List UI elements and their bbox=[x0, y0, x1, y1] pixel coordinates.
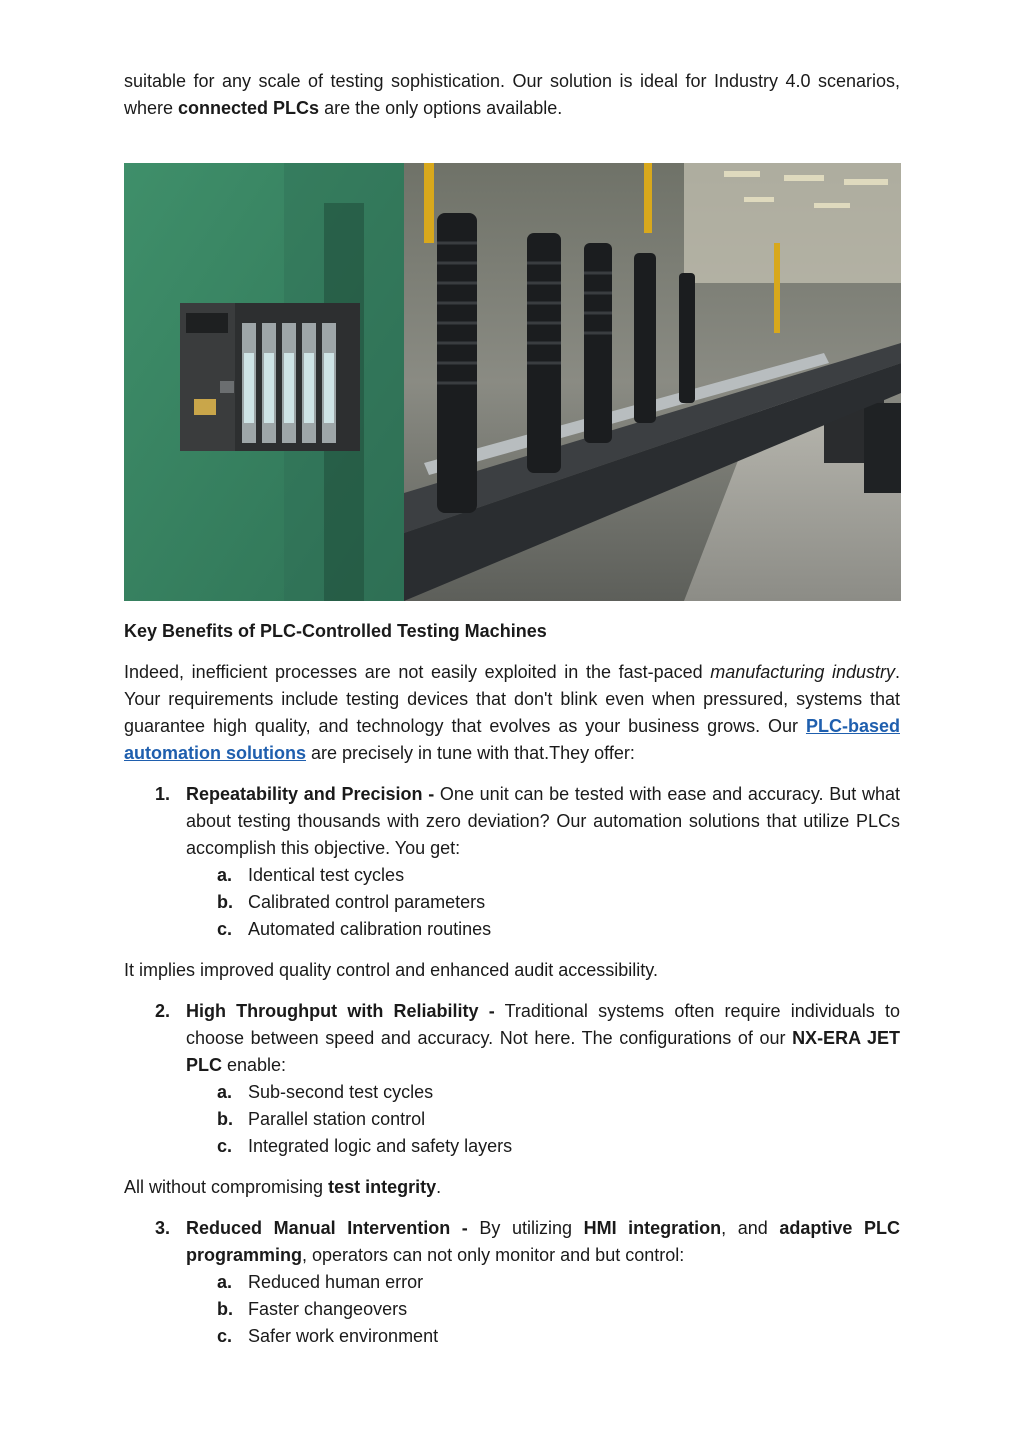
benefits-list-2 bbox=[124, 998, 900, 1160]
benefits-list-3 bbox=[124, 1215, 900, 1350]
item-text: By utilizing bbox=[467, 1218, 584, 1238]
after-text: All without compromising bbox=[124, 1177, 329, 1197]
section-paragraph bbox=[124, 659, 900, 767]
sub-letter: b. bbox=[217, 1109, 233, 1129]
sub-item bbox=[186, 862, 900, 889]
item-bold-2: adaptive PLC programming bbox=[186, 1218, 901, 1265]
sub-letter: a. bbox=[217, 1082, 233, 1102]
sub-text: Safer work environment bbox=[248, 1326, 439, 1346]
item-number: 2. bbox=[155, 1001, 171, 1021]
sub-letter: c. bbox=[217, 1136, 233, 1156]
item-bold: NX-ERA JET PLC bbox=[186, 1028, 900, 1075]
sub-list bbox=[186, 1079, 900, 1160]
sub-item bbox=[186, 1106, 900, 1133]
list-item-3 bbox=[124, 1215, 900, 1350]
sub-letter: a. bbox=[217, 1272, 233, 1292]
sub-text: Reduced human error bbox=[248, 1272, 424, 1292]
sub-letter: b. bbox=[217, 1299, 233, 1319]
list-item-1 bbox=[124, 781, 900, 943]
sub-letter: c. bbox=[217, 919, 233, 939]
sub-text: Calibrated control parameters bbox=[248, 892, 486, 912]
item-text-end: , operators can not only monitor and but control: bbox=[302, 1245, 685, 1265]
item-text-end: enable: bbox=[222, 1055, 287, 1075]
para-text-a: Indeed, inefficient processes are not easily exploited in the fast-paced bbox=[124, 662, 711, 682]
sub-list bbox=[186, 862, 900, 943]
item-text: One unit can be tested with ease and accuracy. But what about testing thousands with zero deviation? Our automation solutions that utilize PLCs accomplish this objective. You get: bbox=[186, 784, 901, 858]
para-text-c: are precisely in tune with that.They offer: bbox=[306, 743, 635, 763]
benefits-list-1 bbox=[124, 781, 900, 943]
sub-letter: a. bbox=[217, 865, 233, 885]
sub-item bbox=[186, 1079, 900, 1106]
sub-text: Sub-second test cycles bbox=[248, 1082, 434, 1102]
item-text-mid: , and bbox=[721, 1218, 780, 1238]
item1-after-text: It implies improved quality control and enhanced audit accessibility. bbox=[124, 960, 658, 980]
sub-item bbox=[186, 1296, 900, 1323]
sub-letter: b. bbox=[217, 892, 233, 912]
intro-bold: connected PLCs bbox=[178, 98, 320, 118]
page-content bbox=[124, 68, 900, 1350]
sub-text: Identical test cycles bbox=[248, 865, 405, 885]
item-title: Reduced Manual Intervention - bbox=[186, 1218, 468, 1238]
sub-list bbox=[186, 1269, 900, 1350]
item-title: High Throughput with Reliability - bbox=[186, 1001, 495, 1021]
item-number: 3. bbox=[155, 1218, 171, 1238]
sub-item bbox=[186, 1133, 900, 1160]
para-text-b: . Your requirements include testing devices that don't blink even when pressured, systems that guarantee high quality, and technology that evolves as your business grows. Our bbox=[124, 662, 900, 736]
item-number: 1. bbox=[155, 784, 171, 804]
para-italic: manufacturing industry bbox=[710, 662, 895, 682]
list-item-2 bbox=[124, 998, 900, 1160]
intro-paragraph bbox=[124, 68, 900, 122]
sub-item bbox=[186, 1269, 900, 1296]
plc-solutions-link[interactable]: PLC-based automation solutions bbox=[124, 716, 900, 763]
item-text: Traditional systems often require individuals to choose between speed and accuracy. Not here. The configurations of our bbox=[186, 1001, 900, 1048]
intro-text: suitable for any scale of testing sophistication. Our solution is ideal for Industry 4.0 scenarios, where bbox=[124, 71, 900, 118]
sub-item bbox=[186, 916, 900, 943]
sub-item bbox=[186, 889, 900, 916]
item-bold: HMI integration bbox=[583, 1218, 722, 1238]
item-title: Repeatability and Precision - bbox=[186, 784, 435, 804]
section-heading: Key Benefits of PLC-Controlled Testing Machines bbox=[124, 621, 547, 641]
sub-text: Integrated logic and safety layers bbox=[248, 1136, 513, 1156]
item2-after-text bbox=[124, 1174, 900, 1201]
after-end: . bbox=[436, 1177, 442, 1197]
sub-text: Parallel station control bbox=[248, 1109, 426, 1129]
sub-item bbox=[186, 1323, 900, 1350]
sub-letter: c. bbox=[217, 1326, 233, 1346]
after-bold: test integrity bbox=[328, 1177, 437, 1197]
sub-text: Faster changeovers bbox=[248, 1299, 408, 1319]
intro-text-end: are the only options available. bbox=[319, 98, 563, 118]
sub-text: Automated calibration routines bbox=[248, 919, 492, 939]
plc-factory-image bbox=[124, 163, 901, 601]
